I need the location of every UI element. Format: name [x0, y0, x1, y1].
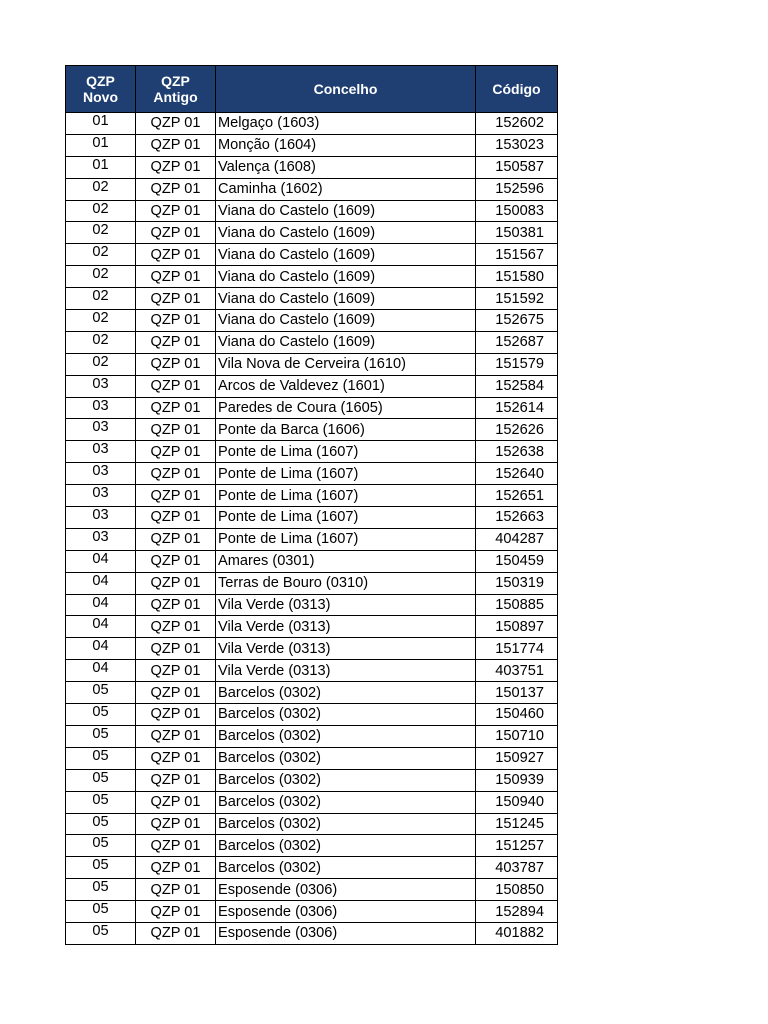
- cell-qzp-novo: 02: [66, 222, 136, 244]
- table-row: [66, 528, 558, 550]
- table-header: [66, 66, 558, 113]
- cell-concelho: Esposende (0306): [216, 879, 476, 901]
- cell-concelho: Barcelos (0302): [216, 857, 476, 879]
- table-row: [66, 835, 558, 857]
- table-row: [66, 134, 558, 156]
- cell-qzp-novo: 02: [66, 266, 136, 288]
- table-row: [66, 113, 558, 135]
- cell-concelho: Vila Verde (0313): [216, 616, 476, 638]
- qzp-table: [65, 65, 558, 945]
- cell-qzp-antigo: QZP 01: [136, 134, 216, 156]
- table-row: [66, 485, 558, 507]
- cell-qzp-novo: 02: [66, 200, 136, 222]
- cell-qzp-novo: 03: [66, 507, 136, 529]
- cell-qzp-novo: 03: [66, 419, 136, 441]
- cell-codigo: 152584: [476, 375, 558, 397]
- cell-qzp-novo: 05: [66, 769, 136, 791]
- table-row: [66, 813, 558, 835]
- cell-qzp-antigo: QZP 01: [136, 222, 216, 244]
- table-row: [66, 397, 558, 419]
- cell-concelho: Valença (1608): [216, 156, 476, 178]
- cell-qzp-novo: 05: [66, 725, 136, 747]
- cell-codigo: 151579: [476, 353, 558, 375]
- cell-qzp-novo: 01: [66, 134, 136, 156]
- cell-concelho: Esposende (0306): [216, 922, 476, 944]
- cell-codigo: 150319: [476, 572, 558, 594]
- cell-qzp-novo: 01: [66, 156, 136, 178]
- cell-codigo: 150587: [476, 156, 558, 178]
- cell-codigo: 152626: [476, 419, 558, 441]
- header-qzp-antigo: [136, 66, 216, 113]
- cell-concelho: Ponte de Lima (1607): [216, 441, 476, 463]
- cell-concelho: Esposende (0306): [216, 901, 476, 923]
- cell-qzp-antigo: QZP 01: [136, 331, 216, 353]
- header-text: Novo: [83, 89, 118, 105]
- cell-concelho: Barcelos (0302): [216, 813, 476, 835]
- cell-codigo: 152675: [476, 310, 558, 332]
- cell-qzp-antigo: QZP 01: [136, 244, 216, 266]
- cell-codigo: 152596: [476, 178, 558, 200]
- cell-concelho: Vila Verde (0313): [216, 638, 476, 660]
- header-text: Antigo: [153, 89, 198, 105]
- cell-concelho: Vila Verde (0313): [216, 660, 476, 682]
- table-row: [66, 857, 558, 879]
- cell-qzp-antigo: QZP 01: [136, 616, 216, 638]
- cell-qzp-novo: 05: [66, 857, 136, 879]
- cell-concelho: Viana do Castelo (1609): [216, 200, 476, 222]
- cell-qzp-antigo: QZP 01: [136, 769, 216, 791]
- table-row: [66, 725, 558, 747]
- header-concelho: [216, 66, 476, 113]
- header-text: QZP: [161, 73, 190, 89]
- cell-qzp-antigo: QZP 01: [136, 200, 216, 222]
- cell-concelho: Monção (1604): [216, 134, 476, 156]
- cell-qzp-novo: 02: [66, 310, 136, 332]
- header-text: QZP: [86, 73, 115, 89]
- cell-qzp-novo: 02: [66, 353, 136, 375]
- cell-qzp-antigo: QZP 01: [136, 528, 216, 550]
- cell-qzp-antigo: QZP 01: [136, 485, 216, 507]
- cell-qzp-novo: 05: [66, 922, 136, 944]
- table-row: [66, 156, 558, 178]
- cell-qzp-novo: 05: [66, 879, 136, 901]
- cell-codigo: 152614: [476, 397, 558, 419]
- cell-qzp-antigo: QZP 01: [136, 660, 216, 682]
- cell-qzp-antigo: QZP 01: [136, 791, 216, 813]
- cell-qzp-novo: 04: [66, 616, 136, 638]
- cell-codigo: 150083: [476, 200, 558, 222]
- cell-qzp-antigo: QZP 01: [136, 375, 216, 397]
- cell-qzp-antigo: QZP 01: [136, 813, 216, 835]
- table-row: [66, 441, 558, 463]
- cell-codigo: 150940: [476, 791, 558, 813]
- cell-qzp-antigo: QZP 01: [136, 397, 216, 419]
- cell-concelho: Paredes de Coura (1605): [216, 397, 476, 419]
- header-row: [66, 66, 558, 113]
- cell-qzp-novo: 05: [66, 747, 136, 769]
- cell-qzp-antigo: QZP 01: [136, 178, 216, 200]
- table-row: [66, 769, 558, 791]
- cell-qzp-novo: 04: [66, 594, 136, 616]
- cell-qzp-novo: 01: [66, 113, 136, 135]
- cell-qzp-antigo: QZP 01: [136, 638, 216, 660]
- cell-codigo: 152687: [476, 331, 558, 353]
- cell-qzp-novo: 03: [66, 463, 136, 485]
- cell-concelho: Barcelos (0302): [216, 704, 476, 726]
- table-row: [66, 616, 558, 638]
- cell-codigo: 152663: [476, 507, 558, 529]
- cell-codigo: 403787: [476, 857, 558, 879]
- cell-codigo: 150885: [476, 594, 558, 616]
- table-row: [66, 244, 558, 266]
- cell-qzp-novo: 03: [66, 441, 136, 463]
- cell-concelho: Barcelos (0302): [216, 791, 476, 813]
- cell-codigo: 150460: [476, 704, 558, 726]
- header-text: Código: [492, 81, 541, 97]
- cell-qzp-antigo: QZP 01: [136, 156, 216, 178]
- cell-qzp-antigo: QZP 01: [136, 682, 216, 704]
- cell-codigo: 150710: [476, 725, 558, 747]
- table-row: [66, 419, 558, 441]
- table-row: [66, 879, 558, 901]
- cell-codigo: 152602: [476, 113, 558, 135]
- cell-concelho: Ponte de Lima (1607): [216, 463, 476, 485]
- cell-concelho: Barcelos (0302): [216, 769, 476, 791]
- cell-codigo: 150897: [476, 616, 558, 638]
- cell-qzp-antigo: QZP 01: [136, 507, 216, 529]
- cell-qzp-novo: 04: [66, 550, 136, 572]
- cell-concelho: Vila Verde (0313): [216, 594, 476, 616]
- cell-codigo: 151774: [476, 638, 558, 660]
- cell-qzp-antigo: QZP 01: [136, 572, 216, 594]
- cell-qzp-novo: 04: [66, 572, 136, 594]
- cell-concelho: Ponte de Lima (1607): [216, 485, 476, 507]
- cell-codigo: 401882: [476, 922, 558, 944]
- cell-concelho: Vila Nova de Cerveira (1610): [216, 353, 476, 375]
- cell-codigo: 404287: [476, 528, 558, 550]
- table-row: [66, 463, 558, 485]
- table-row: [66, 266, 558, 288]
- cell-qzp-novo: 03: [66, 375, 136, 397]
- cell-qzp-antigo: QZP 01: [136, 594, 216, 616]
- cell-qzp-novo: 02: [66, 331, 136, 353]
- cell-qzp-antigo: QZP 01: [136, 463, 216, 485]
- cell-codigo: 153023: [476, 134, 558, 156]
- table-row: [66, 922, 558, 944]
- table-row: [66, 572, 558, 594]
- cell-codigo: 152638: [476, 441, 558, 463]
- table-body: [66, 113, 558, 945]
- cell-codigo: 152894: [476, 901, 558, 923]
- cell-codigo: 150381: [476, 222, 558, 244]
- table-row: [66, 791, 558, 813]
- cell-concelho: Viana do Castelo (1609): [216, 244, 476, 266]
- table-row: [66, 660, 558, 682]
- cell-qzp-antigo: QZP 01: [136, 113, 216, 135]
- cell-qzp-novo: 05: [66, 704, 136, 726]
- cell-codigo: 151592: [476, 288, 558, 310]
- table-row: [66, 901, 558, 923]
- cell-qzp-novo: 03: [66, 485, 136, 507]
- cell-qzp-antigo: QZP 01: [136, 879, 216, 901]
- cell-qzp-novo: 05: [66, 791, 136, 813]
- cell-codigo: 151257: [476, 835, 558, 857]
- cell-qzp-antigo: QZP 01: [136, 419, 216, 441]
- table-row: [66, 704, 558, 726]
- cell-qzp-antigo: QZP 01: [136, 266, 216, 288]
- cell-qzp-novo: 02: [66, 244, 136, 266]
- cell-codigo: 151245: [476, 813, 558, 835]
- cell-codigo: 150927: [476, 747, 558, 769]
- cell-concelho: Melgaço (1603): [216, 113, 476, 135]
- cell-concelho: Viana do Castelo (1609): [216, 266, 476, 288]
- cell-concelho: Viana do Castelo (1609): [216, 222, 476, 244]
- table-row: [66, 331, 558, 353]
- cell-concelho: Viana do Castelo (1609): [216, 310, 476, 332]
- cell-concelho: Barcelos (0302): [216, 725, 476, 747]
- header-text: Concelho: [313, 81, 378, 97]
- cell-codigo: 150850: [476, 879, 558, 901]
- cell-qzp-antigo: QZP 01: [136, 310, 216, 332]
- cell-concelho: Ponte da Barca (1606): [216, 419, 476, 441]
- cell-qzp-antigo: QZP 01: [136, 550, 216, 572]
- cell-qzp-novo: 05: [66, 835, 136, 857]
- table-row: [66, 375, 558, 397]
- table-row: [66, 288, 558, 310]
- cell-qzp-novo: 03: [66, 528, 136, 550]
- cell-concelho: Barcelos (0302): [216, 835, 476, 857]
- cell-qzp-antigo: QZP 01: [136, 288, 216, 310]
- cell-codigo: 151567: [476, 244, 558, 266]
- cell-qzp-novo: 02: [66, 178, 136, 200]
- cell-codigo: 150137: [476, 682, 558, 704]
- cell-concelho: Arcos de Valdevez (1601): [216, 375, 476, 397]
- table-row: [66, 200, 558, 222]
- table-row: [66, 310, 558, 332]
- cell-concelho: Barcelos (0302): [216, 682, 476, 704]
- cell-qzp-novo: 04: [66, 638, 136, 660]
- table-row: [66, 682, 558, 704]
- header-qzp-novo: [66, 66, 136, 113]
- cell-qzp-novo: 05: [66, 901, 136, 923]
- cell-qzp-novo: 02: [66, 288, 136, 310]
- cell-qzp-antigo: QZP 01: [136, 922, 216, 944]
- table-row: [66, 594, 558, 616]
- cell-qzp-antigo: QZP 01: [136, 353, 216, 375]
- cell-qzp-antigo: QZP 01: [136, 441, 216, 463]
- table-row: [66, 747, 558, 769]
- cell-concelho: Barcelos (0302): [216, 747, 476, 769]
- cell-qzp-antigo: QZP 01: [136, 901, 216, 923]
- cell-codigo: 151580: [476, 266, 558, 288]
- cell-codigo: 403751: [476, 660, 558, 682]
- cell-qzp-novo: 05: [66, 682, 136, 704]
- cell-qzp-novo: 04: [66, 660, 136, 682]
- cell-codigo: 150459: [476, 550, 558, 572]
- cell-qzp-novo: 03: [66, 397, 136, 419]
- cell-concelho: Viana do Castelo (1609): [216, 288, 476, 310]
- cell-qzp-antigo: QZP 01: [136, 704, 216, 726]
- table-row: [66, 178, 558, 200]
- table-row: [66, 638, 558, 660]
- cell-concelho: Terras de Bouro (0310): [216, 572, 476, 594]
- table-row: [66, 507, 558, 529]
- cell-qzp-antigo: QZP 01: [136, 747, 216, 769]
- cell-concelho: Caminha (1602): [216, 178, 476, 200]
- cell-qzp-antigo: QZP 01: [136, 725, 216, 747]
- table-row: [66, 550, 558, 572]
- cell-qzp-novo: 05: [66, 813, 136, 835]
- cell-concelho: Ponte de Lima (1607): [216, 507, 476, 529]
- cell-codigo: 150939: [476, 769, 558, 791]
- cell-codigo: 152640: [476, 463, 558, 485]
- table-row: [66, 222, 558, 244]
- table-row: [66, 353, 558, 375]
- header-codigo: [476, 66, 558, 113]
- cell-qzp-antigo: QZP 01: [136, 857, 216, 879]
- cell-concelho: Amares (0301): [216, 550, 476, 572]
- cell-qzp-antigo: QZP 01: [136, 835, 216, 857]
- cell-concelho: Ponte de Lima (1607): [216, 528, 476, 550]
- cell-codigo: 152651: [476, 485, 558, 507]
- cell-concelho: Viana do Castelo (1609): [216, 331, 476, 353]
